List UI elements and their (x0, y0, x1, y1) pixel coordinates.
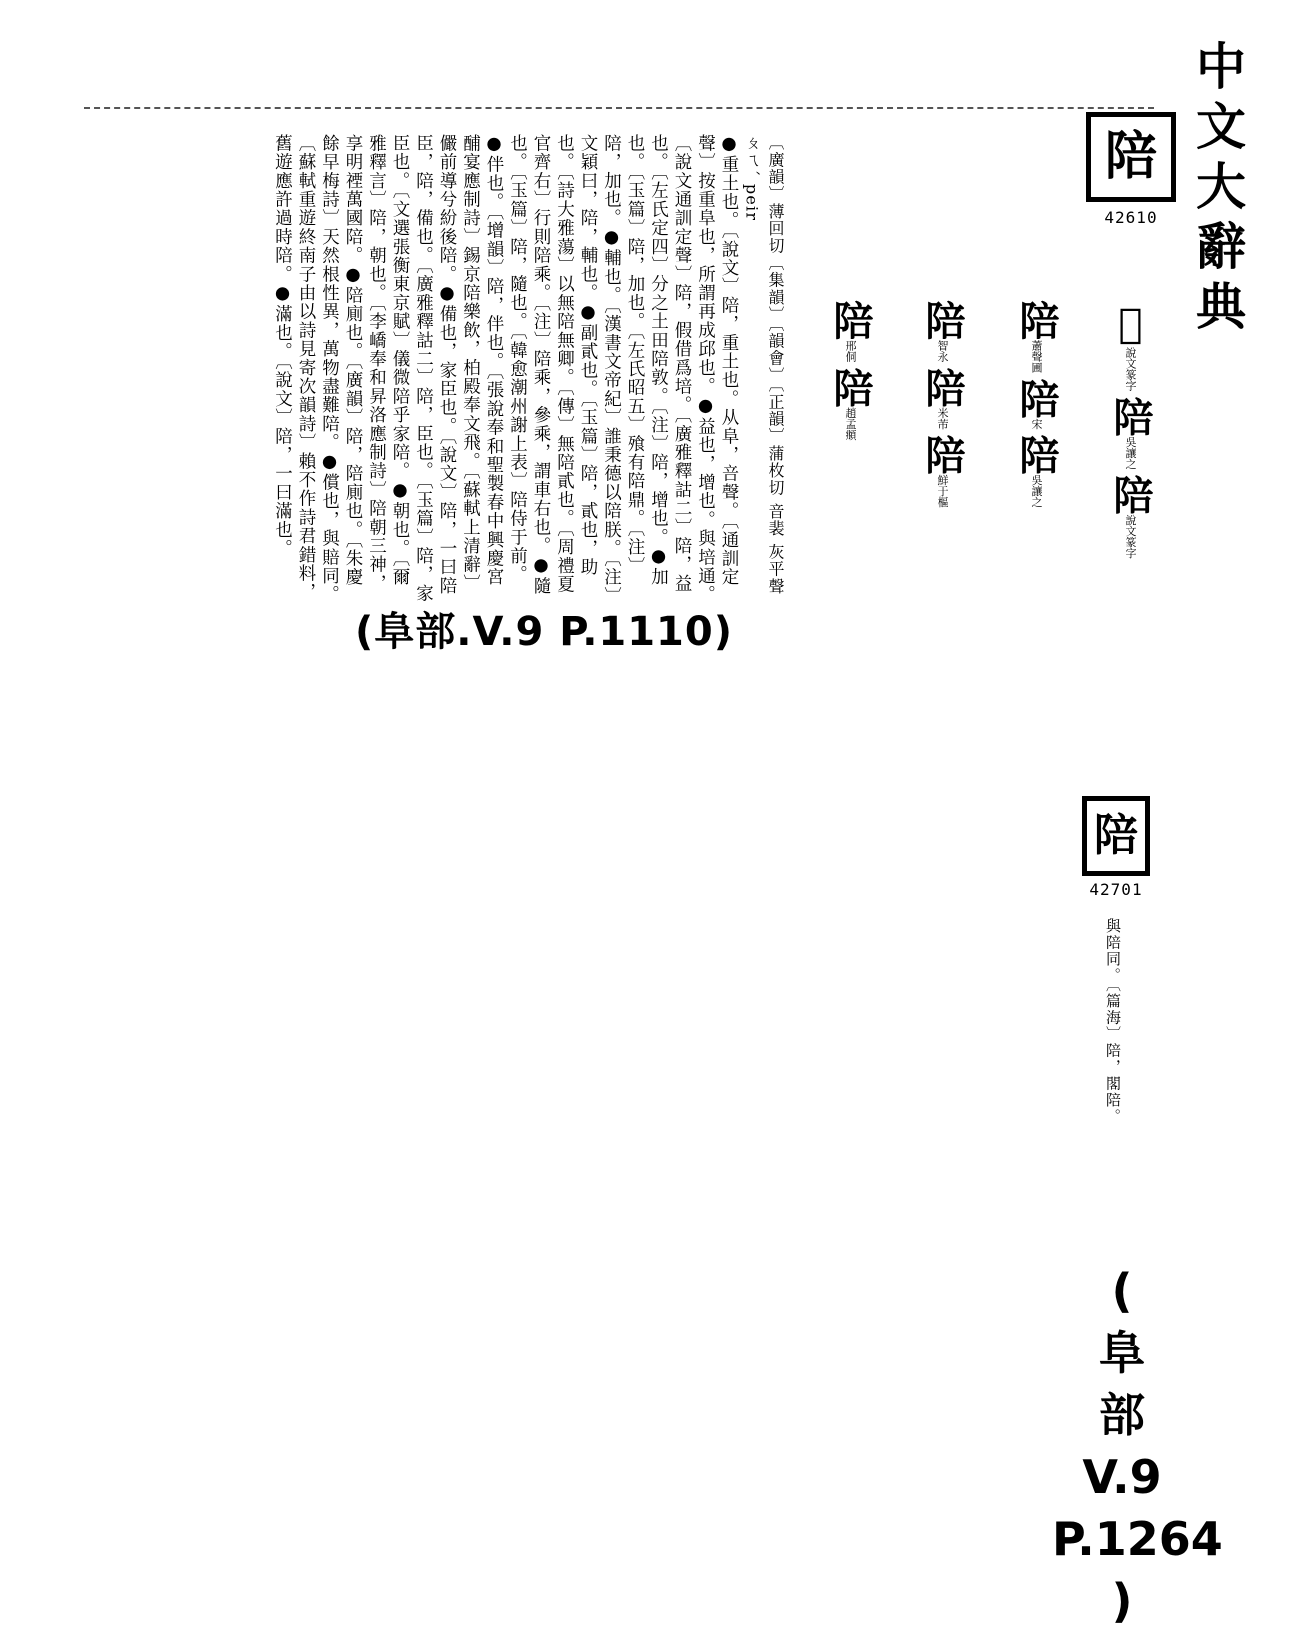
variant-column-2 (1014, 300, 1058, 570)
note-2-line: ) (1111, 1574, 1133, 1628)
entry-1-code: 42610 (1104, 208, 1158, 227)
entry-2-headword-block (1082, 796, 1150, 899)
variant-note: 智永 (936, 340, 949, 362)
variant-glyph: 陪 (1013, 378, 1060, 419)
top-rule (84, 107, 1154, 109)
variant-glyph: 陪 (1013, 434, 1060, 475)
entry-1-headword: 陪 (1086, 112, 1176, 202)
variant-glyph: 陪 (1107, 474, 1154, 515)
handwritten-note-1: (阜部.V.9 P.1110) (355, 609, 734, 655)
variant-column-1 (1108, 300, 1152, 560)
variant-note: 蕭聲圃 (1030, 340, 1043, 373)
variant-glyph: 𨹖 (1107, 300, 1154, 347)
variant-glyph: 陪 (827, 300, 874, 340)
variant-note: 宋 (1030, 418, 1043, 430)
variant-glyph: 陪 (1013, 300, 1060, 340)
entry-1-readings: 〔廣韻〕薄回切〔集韻〕〔韻會〕〔正韻〕蒲枚切 音裴 灰平聲 ㄆㄟˊ peir (742, 134, 785, 595)
note-2-line: ( (1111, 1264, 1133, 1318)
handwritten-note-2 (1052, 1260, 1223, 1632)
note-2-line: 部 (1099, 1388, 1145, 1442)
entry-2-headword: 陪 (1082, 796, 1150, 876)
variant-note: 吳讓之 (1124, 436, 1137, 470)
variant-note: 米芾 (936, 407, 949, 430)
dictionary-title: 中文大辭典 (1188, 40, 1247, 340)
variant-glyph: 陪 (919, 300, 966, 340)
variant-glyph: 陪 (827, 367, 874, 408)
entry-1-headword-block (1086, 112, 1176, 227)
variant-note: 說文篆字 (1124, 514, 1137, 559)
variant-glyph: 陪 (919, 367, 966, 408)
variant-note: 說文篆字 (1124, 347, 1137, 391)
entry-2-definition: 與陪同。〔篇海〕陪，閣陪。 (1104, 918, 1122, 1125)
variant-glyph: 陪 (919, 434, 966, 475)
note-2-line: 阜 (1099, 1326, 1145, 1380)
variant-note: 吳讓之 (1030, 474, 1043, 508)
entry-1-definition: ●重土也。〔說文〕陪，重土也。从阜，咅聲。〔通訓定聲〕按重阜也，所謂再成邱也。●益也，增也。與培通。〔說文通訓定聲〕陪，假借爲培。〔廣雅釋詁二〕陪，益也。〔左氏定四〕分之土田陪敦。〔注〕陪，增也。●加也。〔玉篇〕陪，加也。〔左氏昭五〕飱有陪鼎。〔注〕陪，加也。●輔也。〔漢書文帝紀〕誰秉德以陪朕。〔注〕文穎曰，陪，輔也。●副貳也。〔玉篇〕陪，貳也，助也。〔詩大雅蕩〕以無陪無卿。〔傳〕無陪貳也。〔周禮夏官齊右〕行則陪乘。〔注〕陪乘，參乘，謂車右也。●隨也。〔玉篇〕陪，隨也。〔韓愈潮州謝上表〕陪侍于前。●伴也。〔增韻〕陪，伴也。〔張說奉和聖製春中興慶宮酺宴應制詩〕錫京陪樂飲，柏殿奉文飛。〔蘇軾上清辭〕儼前導兮紛後陪。●備也，家臣也。〔說文〕陪，一曰陪臣，陪，備也。〔廣雅釋詁二〕陪，臣也。〔玉篇〕陪，家臣也。〔文選張衡東京賦〕儀微陪乎家陪。●朝也。〔爾雅釋言〕陪，朝也。〔李嶠奉和昇洛應制詩〕陪朝三神，享明禋萬國陪。●陪廁也。〔廣韻〕陪，陪廁也。〔朱慶餘早梅詩〕天然根性異，萬物盡難陪。●償也，與賠同。〔蘇軾重遊終南子由以詩見寄次韻詩〕賴不作詩君錯料，舊遊應許過時陪。●滿也。〔說文〕陪，一曰滿也。 (272, 134, 739, 604)
note-2-line: P.1264 (1052, 1512, 1223, 1566)
variant-column-3 (920, 300, 964, 570)
variant-note: 趙孟頫 (844, 407, 857, 441)
entry-2-code: 42701 (1089, 880, 1143, 899)
entry-1-body (82, 134, 787, 604)
variant-note: 鮮于樞 (936, 474, 949, 508)
variant-column-4 (828, 300, 872, 500)
note-2-line: V.9 (1082, 1450, 1162, 1504)
variant-glyph: 陪 (1107, 396, 1154, 437)
variant-note: 邢侗 (844, 340, 857, 362)
